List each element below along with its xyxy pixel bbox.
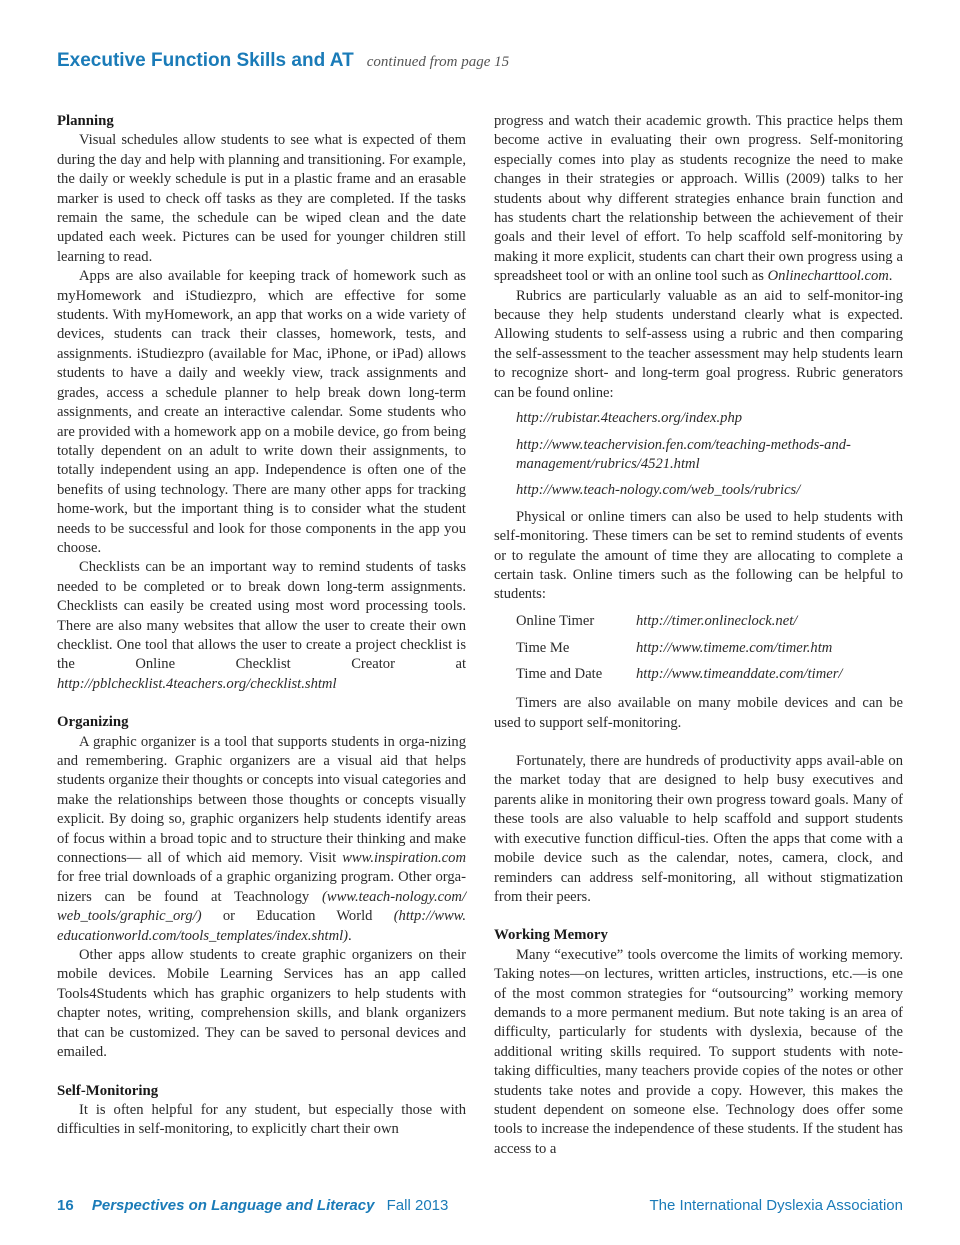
rubric-link: http://rubistar.4teachers.org/index.php xyxy=(516,410,743,427)
paragraph: Physical or online timers can also be used to help students with self-monitoring. These timers can be set to remind students of events or to regulate the amount of time they are allocating to complete a certain task. Online timers such as the following can be helpful to students: xyxy=(494,508,903,603)
paragraph: Checklists can be an important way to remind students of tasks needed to be completed or to break down long-term assignments. Checklists can easily be created using most word processing tools. There are also many websites that allow the user to create their own checklist. One tool that allows the user to create a project checklist is the Online Checklist Creator at http://pblchecklist.4teachers.org/checklist.shtml xyxy=(57,559,466,692)
rubric-link-list xyxy=(516,409,903,501)
paragraph: Many “executive” tools overcome the limits of working memory. Taking notes—on lectures, written articles, instructions, etc.—is one of the most common strategies for “outsourcing” working memory demands to a more permanent medium. But note taking is an area of difficulty, particularly for students with dyslexia, because of the additional writing skills required. To support students with note-taking difficulties, many teachers provide copies of the notes or other students take notes and provide a copy. However, this makes the student dependent on someone else. Technology does offer some tools to increase the independence of these students. If the student has access to a xyxy=(494,946,903,1157)
paragraph: Rubrics are particularly valuable as an aid to self-monitor-ing because they help students understand clearly what is expected. Allowing students to self-assess using a rubric and then comparing the self-assessment to the teacher assessment may help students learn to recognize short- and long-term goal progress. Rubric generators can be found online: xyxy=(494,287,903,401)
checklist-url: http://pblchecklist.4teachers.org/checklist.shtml xyxy=(57,675,337,692)
inspiration-url: www.inspiration.com xyxy=(342,850,466,867)
rubric-link: http://www.teach-nology.com/web_tools/rubrics/ xyxy=(516,482,801,499)
rubric-link: http://www.teachervision.fen.com/teaching-methods-and-management/rubrics/4521.html xyxy=(516,436,851,472)
paragraph: Apps are also available for keeping track of homework such as myHomework and iStudiezpro, which are effective for some students. With myHomework, an app that works on a wide variety of devices, students can track their classes, homework, tests, and assignments. iStudiezpro (available for Mac, iPhone, or iPad) allows students to have a daily and weekly view, track assignments and grades, access a schedule planner to help break down long-term assignments, and create an interactive calendar. Some students who are provided with a homework app on a mobile device, go from being totally dependent on an adult to write down their assignments, to totally independent using an app. Independence is often one of the benefits of using technology. There are many other apps for tracking home-work, but the important thing is to consider what the student needs to be successful and look for those components in the app you choose. xyxy=(57,268,466,556)
page-footer xyxy=(57,1197,903,1214)
section-heading-planning: Planning xyxy=(57,113,114,129)
onlinecharttool-url: Onlinecharttool.com xyxy=(767,268,889,285)
right-column xyxy=(494,112,903,1159)
teachnology-url: (www.teach-nology.com/ web_tools/graphic_org/) xyxy=(57,888,467,925)
paragraph: progress and watch their academic growth. This practice helps them become active in evaluating their own progress. Self-monitoring especially comes into play as students recognize the need to make changes in their strategies or approach. Willis (2009) talks to her students about why different strategies enhance brain function and has students chart the relationship between the achievement of their goals and their level of effort. To help scaffold self-monitoring by making it more explicit, students can chart their own progress using a spreadsheet tool or with an online tool such as Onlinecharttool.com. xyxy=(494,113,903,285)
timer-row xyxy=(516,635,903,662)
timer-name: Time and Date xyxy=(516,666,603,683)
page-number: 16 xyxy=(57,1197,74,1214)
running-header xyxy=(57,50,509,72)
publication-title: Perspectives on Language and Literacy xyxy=(91,1197,375,1214)
timer-row xyxy=(516,609,903,636)
article-title: Executive Function Skills and AT xyxy=(57,50,354,71)
educationworld-url: (http://www. educationworld.com/tools_templates/index.shtml) xyxy=(57,908,466,944)
continued-note: continued from page 15 xyxy=(366,54,510,70)
timer-url: http://timer.onlineclock.net/ xyxy=(636,613,798,630)
paragraph: Other apps allow students to create graphic organizers on their mobile devices. Mobile Learning Services has an app called Tools4Students which has graphic organizers to help students with chapter notes, writing, comprehension skills, and blank organizers that can be customized. They can be saved to personal devices and emailed. xyxy=(57,947,466,1061)
timer-row xyxy=(516,662,903,689)
section-heading-organizing: Organizing xyxy=(57,714,129,731)
issue-date: Fall 2013 xyxy=(386,1197,449,1214)
section-heading-working-memory: Working Memory xyxy=(494,927,608,944)
timer-name: Online Timer xyxy=(516,613,595,630)
paragraph: A graphic organizer is a tool that supports students in orga-nizing and remembering. Graphic organizers are a visual aid that helps students organize their thoughts or concepts into visual categories and make the relationships between those thoughts or concepts visually explicit. By doing so, graphic organizers help students identify areas of focus within a broad topic and to structure their thinking and make connections— all of which aid memory. Visit www.inspiration.com for free trial downloads of a graphic organizing program. Other orga-nizers can be found at Teachnology (www.teach-nology.com/ web_tools/graphic_org/) or Education World (http://www. educationworld.com/tools_templates/index.shtml). xyxy=(57,733,467,944)
timer-list xyxy=(516,609,903,689)
timer-name: Time Me xyxy=(516,639,570,656)
footer-left xyxy=(57,1197,448,1214)
paragraph: Fortunately, there are hundreds of productivity apps avail-able on the market today that are designed to help busy executives and parents alike in monitoring their own progress toward goals. Many of these tools are also valuable to help scaffold and support students with executive function difficul-ties. Often the apps that come with a mobile device such as the calendar, notes, camera, clock, and reminders can address self-monitoring, all without stigmatization from their peers. xyxy=(494,753,903,905)
paragraph: Timers are also available on many mobile devices and can be used to support self-monitoring. xyxy=(494,695,903,731)
left-column xyxy=(57,112,466,1140)
paragraph: It is often helpful for any student, but especially those with difficulties in self-monitoring, to explicitly chart their own xyxy=(57,1101,466,1138)
timer-url: http://www.timeanddate.com/timer/ xyxy=(636,666,843,683)
timer-url: http://www.timeme.com/timer.htm xyxy=(636,639,833,656)
section-heading-self-monitoring: Self-Monitoring xyxy=(57,1082,159,1099)
organization-name: The International Dyslexia Association xyxy=(649,1197,903,1214)
paragraph: Visual schedules allow students to see what is expected of them during the day and help with planning and transitioning. For example, the daily or weekly schedule is put in a plastic frame and an erasable marker is used to check off tasks as they are completed. If the tasks remain the same, the schedule can be wiped clean and the date updated each week. Pictures can be used for younger children still learning to read. xyxy=(57,132,466,265)
